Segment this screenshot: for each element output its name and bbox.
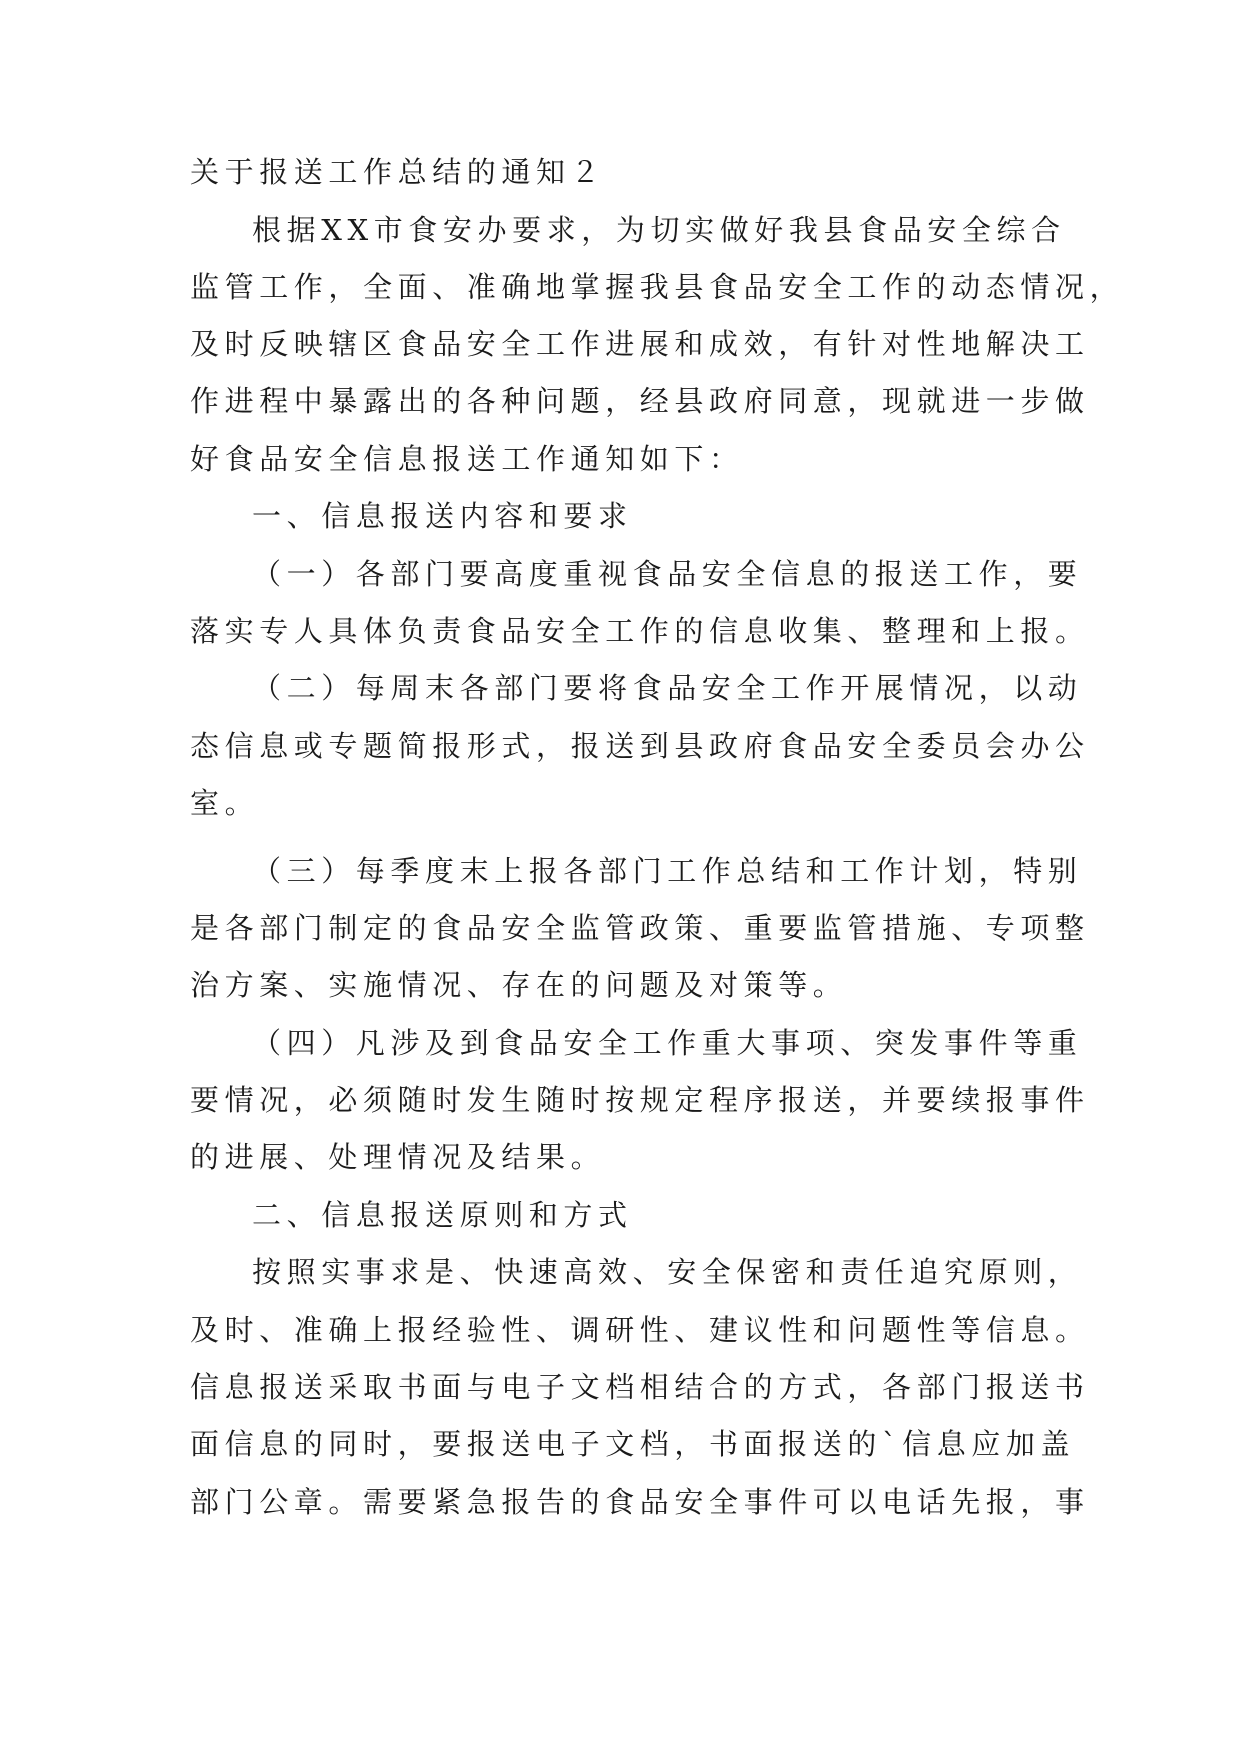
paragraph-line: 要情况，必须随时发生随时按规定程序报送，并要续报事件 bbox=[190, 1083, 1090, 1117]
paragraph-line: 根据XX市食安办要求，为切实做好我县食品安全综合 bbox=[252, 213, 1066, 247]
paragraph-line: （一）各部门要高度重视食品安全信息的报送工作，要 bbox=[252, 557, 1083, 591]
paragraph-line: 的进展、处理情况及结果。 bbox=[190, 1140, 606, 1174]
paragraph-line: 治方案、实施情况、存在的问题及对策等。 bbox=[190, 968, 848, 1002]
paragraph-line: 按照实事求是、快速高效、安全保密和责任追究原则， bbox=[252, 1255, 1083, 1289]
section-heading: 二、信息报送原则和方式 bbox=[252, 1198, 633, 1232]
paragraph-line: 及时、准确上报经验性、调研性、建议性和问题性等信息。 bbox=[190, 1313, 1090, 1347]
document-title: 关于报送工作总结的通知２ bbox=[190, 155, 606, 189]
paragraph-line: 态信息或专题简报形式，报送到县政府食品安全委员会办公 bbox=[190, 729, 1090, 763]
paragraph-line: 室。 bbox=[190, 786, 260, 820]
paragraph-line: （二）每周末各部门要将食品安全工作开展情况，以动 bbox=[252, 671, 1083, 705]
paragraph-line: 部门公章。需要紧急报告的食品安全事件可以电话先报，事 bbox=[190, 1485, 1090, 1519]
paragraph-line: 面信息的同时，要报送电子文档，书面报送的`信息应加盖 bbox=[190, 1427, 1076, 1461]
paragraph-line: 监管工作，全面、准确地掌握我县食品安全工作的动态情况， bbox=[190, 270, 1125, 304]
paragraph-line: 作进程中暴露出的各种问题，经县政府同意，现就进一步做 bbox=[190, 384, 1090, 418]
paragraph-line: 好食品安全信息报送工作通知如下： bbox=[190, 442, 744, 476]
paragraph-line: （三）每季度末上报各部门工作总结和工作计划，特别 bbox=[252, 854, 1083, 888]
paragraph-line: 信息报送采取书面与电子文档相结合的方式，各部门报送书 bbox=[190, 1370, 1090, 1404]
paragraph-line: 是各部门制定的食品安全监管政策、重要监管措施、专项整 bbox=[190, 911, 1090, 945]
paragraph-line: （四）凡涉及到食品安全工作重大事项、突发事件等重 bbox=[252, 1026, 1083, 1060]
paragraph-line: 落实专人具体负责食品安全工作的信息收集、整理和上报。 bbox=[190, 614, 1090, 648]
section-heading: 一、信息报送内容和要求 bbox=[252, 499, 633, 533]
paragraph-line: 及时反映辖区食品安全工作进展和成效，有针对性地解决工 bbox=[190, 327, 1090, 361]
